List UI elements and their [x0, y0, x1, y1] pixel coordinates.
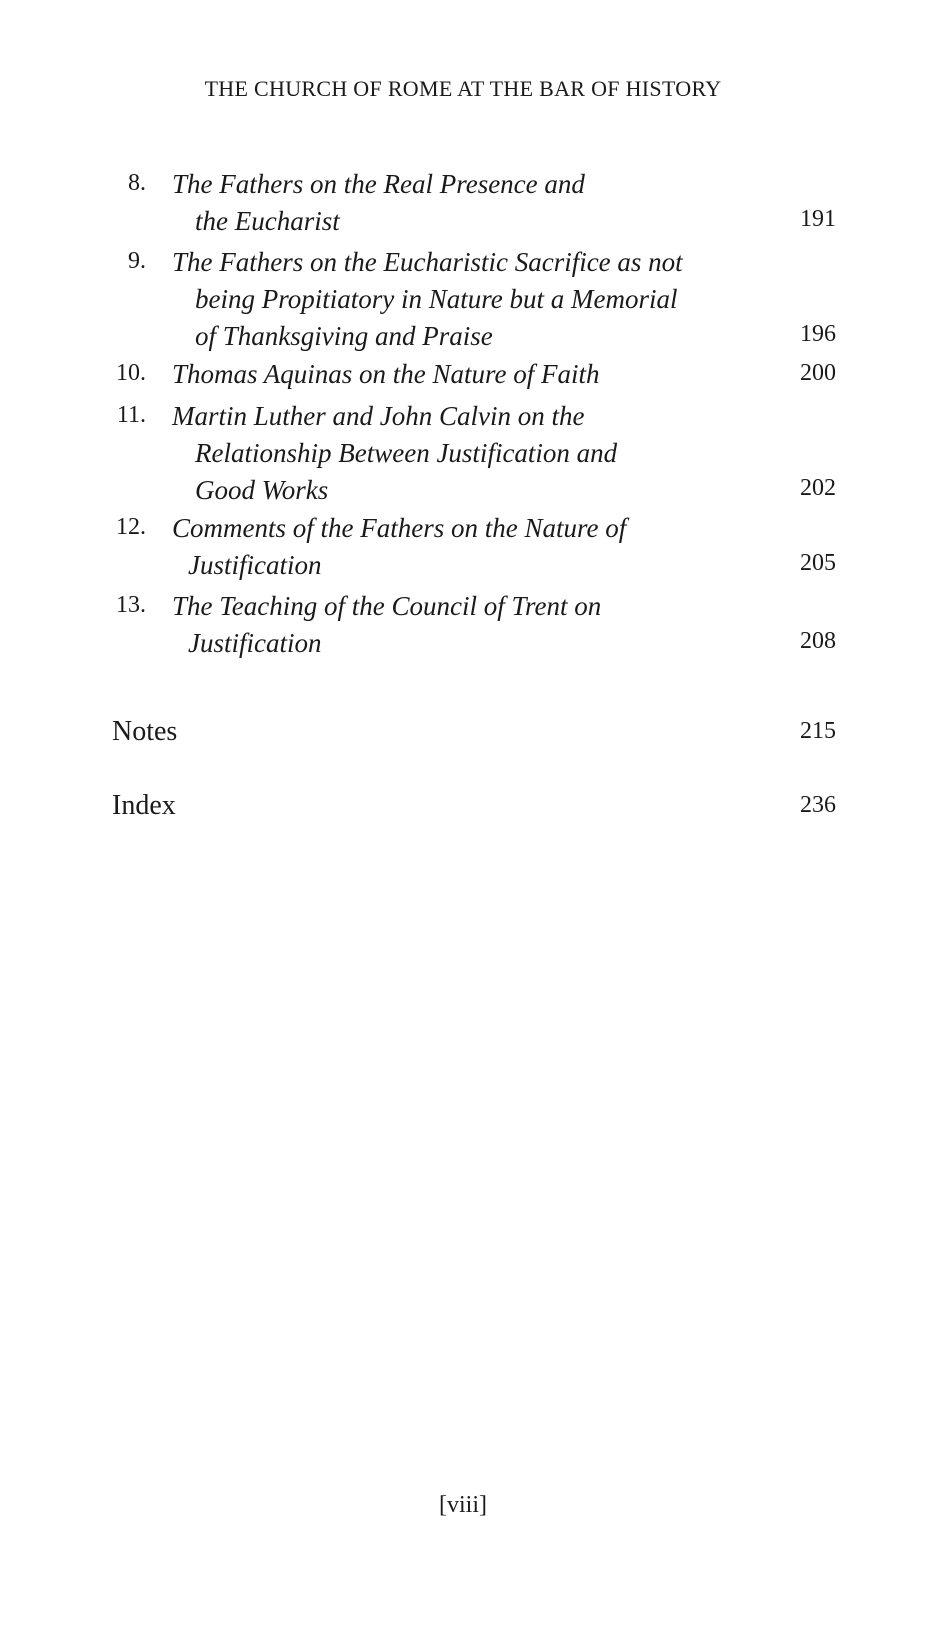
entry-title-line: the Eucharist — [195, 206, 340, 236]
entry-number: 10. — [116, 360, 146, 386]
entry-title — [172, 588, 601, 662]
entry-title-line: Martin Luther and John Calvin on the — [172, 401, 585, 431]
entry-page-number: 208 — [800, 628, 836, 654]
backmatter-label: Notes — [112, 716, 178, 747]
entry-page-number: 202 — [800, 475, 836, 501]
page-folio: [viii] — [439, 1492, 487, 1518]
entry-title-line: of Thanksgiving and Praise — [195, 321, 493, 351]
entry-title — [172, 166, 585, 240]
entry-title — [172, 244, 683, 355]
entry-page-number: 215 — [800, 718, 836, 744]
entry-title-line: The Fathers on the Eucharistic Sacrifice as not — [172, 247, 683, 277]
entry-page-number: 196 — [800, 321, 836, 347]
entry-title — [172, 510, 626, 584]
entry-title-line: The Fathers on the Real Presence and — [172, 169, 585, 199]
entry-page-number: 205 — [800, 550, 836, 576]
entry-number: 13. — [116, 592, 146, 618]
entry-title-line: Thomas Aquinas on the Nature of Faith — [172, 359, 600, 389]
entry-number: 9. — [128, 248, 146, 274]
entry-title-line: Comments of the Fathers on the Nature of — [172, 513, 627, 543]
entry-number: 8. — [128, 170, 146, 196]
entry-title — [172, 356, 600, 393]
entry-title-line: Relationship Between Justification and — [195, 438, 618, 468]
entry-page-number: 236 — [800, 792, 836, 818]
entry-number: 12. — [116, 514, 146, 540]
running-head: THE CHURCH OF ROME AT THE BAR OF HISTORY — [204, 76, 722, 101]
entry-page-number: 200 — [800, 360, 836, 386]
entry-title-line: being Propitiatory in Nature but a Memorial — [195, 284, 678, 314]
entry-title-line: Justification — [188, 550, 322, 580]
entry-number: 11. — [116, 402, 146, 428]
backmatter-label: Index — [112, 790, 176, 821]
entry-page-number: 191 — [800, 206, 836, 232]
entry-title — [172, 398, 617, 509]
entry-title-line: Justification — [188, 628, 322, 658]
entry-title-line: Good Works — [195, 475, 329, 505]
entry-title-line: The Teaching of the Council of Trent on — [172, 591, 602, 621]
